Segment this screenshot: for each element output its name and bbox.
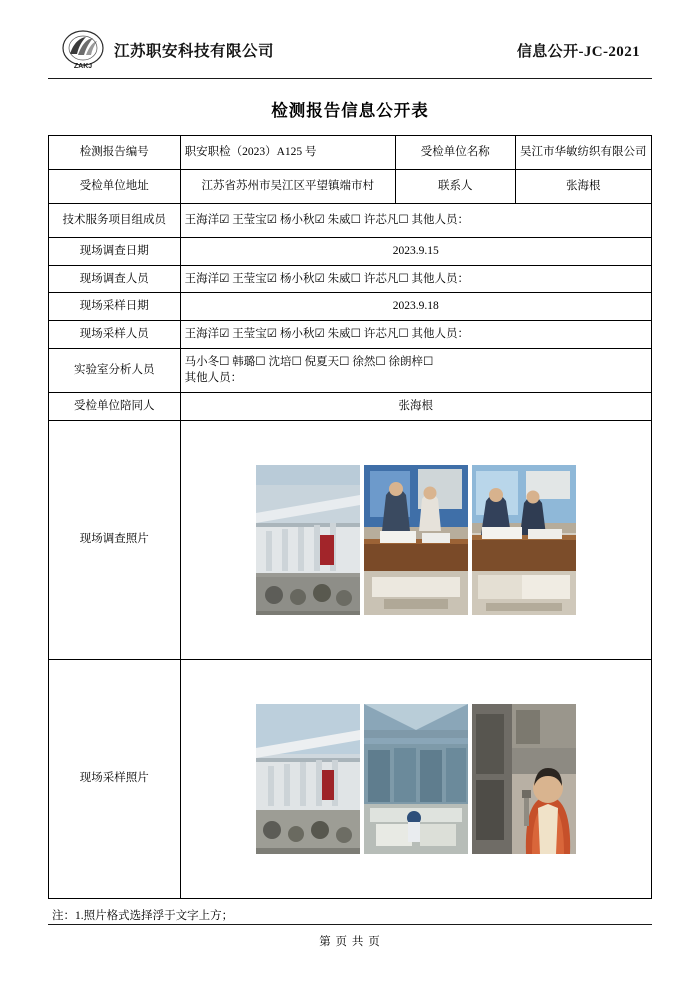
accompany-label: 受检单位陪同人 — [49, 393, 181, 421]
header-left — [60, 28, 274, 72]
survey-photo-group — [185, 426, 647, 654]
sampling-date-value: 2023.9.18 — [180, 293, 651, 321]
survey-photos-cell — [180, 420, 651, 659]
page-footer: 第 页 共 页 — [48, 924, 652, 949]
client-label: 受检单位名称 — [395, 136, 515, 170]
sampling-photo-group — [185, 665, 647, 893]
page-title: 检测报告信息公开表 — [271, 101, 429, 120]
accompany-value: 张海根 — [180, 393, 651, 421]
table-note: 注：1.照片格式选择浮于文字上方； — [52, 909, 234, 922]
team-label: 技术服务项目组成员 — [49, 204, 181, 238]
report-info-table — [48, 135, 652, 899]
factory-exterior-photo — [256, 465, 360, 615]
workshop-exterior-photo — [256, 704, 360, 854]
table-row — [49, 136, 652, 170]
table-row — [49, 204, 652, 238]
report-no-label: 检测报告编号 — [49, 136, 181, 170]
page-header — [48, 28, 652, 79]
lab-staff-line-1: 马小冬☐ 韩璐☐ 沈培☐ 倪夏天☐ 徐然☐ 徐朗梓☐ — [184, 355, 434, 368]
sampling-date-label: 现场采样日期 — [49, 293, 181, 321]
document-review-photo — [472, 465, 576, 615]
sampling-photos-row — [49, 659, 652, 898]
worker-sampling-photo — [472, 704, 576, 854]
table-row — [49, 238, 652, 266]
sampling-staff-value: 王海洋☑ 王莹宝☑ 杨小秋☑ 朱威☐ 许芯凡☐ 其他人员： — [180, 321, 651, 349]
lab-staff-line-2: 其他人员： — [184, 372, 243, 385]
sampling-photos-cell — [180, 659, 651, 898]
report-no-value: 职安职检（2023）A125 号 — [180, 136, 395, 170]
survey-date-label: 现场调查日期 — [49, 238, 181, 266]
document-code: 信息公开-JC-2021 — [516, 43, 640, 60]
survey-staff-label: 现场调查人员 — [49, 265, 181, 293]
company-name: 江苏职安科技有限公司 — [114, 43, 275, 60]
table-row — [49, 348, 652, 392]
contact-value: 张海根 — [515, 170, 651, 204]
table-row — [49, 293, 652, 321]
survey-photos-row — [49, 420, 652, 659]
table-row — [49, 393, 652, 421]
client-value: 吴江市华敏纺织有限公司 — [515, 136, 651, 170]
lab-staff-label: 实验室分析人员 — [49, 348, 181, 392]
lab-staff-value — [180, 348, 651, 392]
survey-photos-label: 现场调查照片 — [49, 420, 181, 659]
survey-date-value: 2023.9.15 — [180, 238, 651, 266]
company-logo-icon — [60, 28, 106, 72]
contact-label: 联系人 — [395, 170, 515, 204]
table-row — [49, 321, 652, 349]
table-row — [49, 170, 652, 204]
table-row — [49, 265, 652, 293]
site-interview-photo — [364, 465, 468, 615]
svg-text:ZAKJ: ZAKJ — [73, 63, 93, 70]
address-label: 受检单位地址 — [49, 170, 181, 204]
address-value: 江苏省苏州市吴江区平望镇端市村 — [180, 170, 395, 204]
team-value: 王海洋☑ 王莹宝☑ 杨小秋☑ 朱威☐ 许芯凡☐ 其他人员： — [180, 204, 651, 238]
weaving-workshop-photo — [364, 704, 468, 854]
sampling-staff-label: 现场采样人员 — [49, 321, 181, 349]
sampling-photos-label: 现场采样照片 — [49, 659, 181, 898]
survey-staff-value: 王海洋☑ 王莹宝☑ 杨小秋☑ 朱威☐ 许芯凡☐ 其他人员： — [180, 265, 651, 293]
